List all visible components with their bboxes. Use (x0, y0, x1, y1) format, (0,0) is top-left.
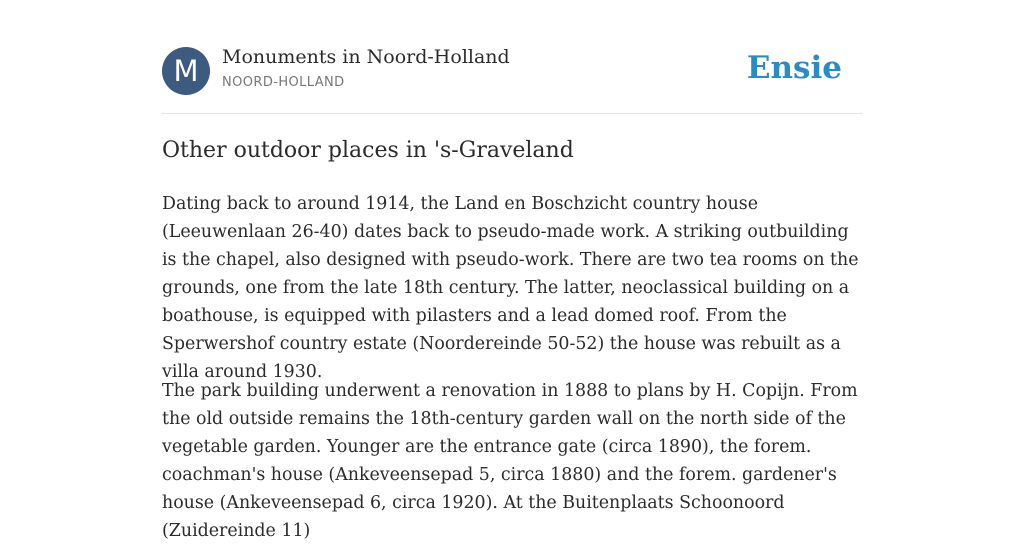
brand-logo[interactable]: Ensie (746, 50, 842, 86)
header (162, 46, 862, 96)
site-title[interactable]: Monuments in Noord-Holland (222, 46, 510, 68)
article-paragraph: Dating back to around 1914, the Land en Boschzicht country house (Leeuwenlaan 26-40) dates back to pseudo-made work. A striking outbuilding is the chapel, also designed with pseudo-work. There are two tea rooms on the grounds, one from the late 18th century. The latter, neoclassical building on a boathouse, is equipped with pilasters and a lead domed roof. From the Sperwershof country estate (Noordereinde 50-52) the house was rebuilt as a villa around 1930. (162, 194, 859, 382)
article-title: Other outdoor places in 's-Graveland (162, 138, 574, 163)
avatar[interactable]: M (162, 47, 210, 95)
divider (162, 113, 862, 114)
article-paragraph: The park building underwent a renovation in 1888 to plans by H. Copijn. From the old outside remains the 18th-century garden wall on the north side of the vegetable garden. Younger are the entrance gate (circa 1890), the forem. coachman's house (Ankeveensepad 5, circa 1880) and the forem. gardener's house (Ankeveensepad 6, circa 1920). At the Buitenplaats Schoonoord (Zuidereinde 11) (162, 381, 858, 541)
site-subtitle[interactable]: NOORD-HOLLAND (222, 75, 345, 90)
